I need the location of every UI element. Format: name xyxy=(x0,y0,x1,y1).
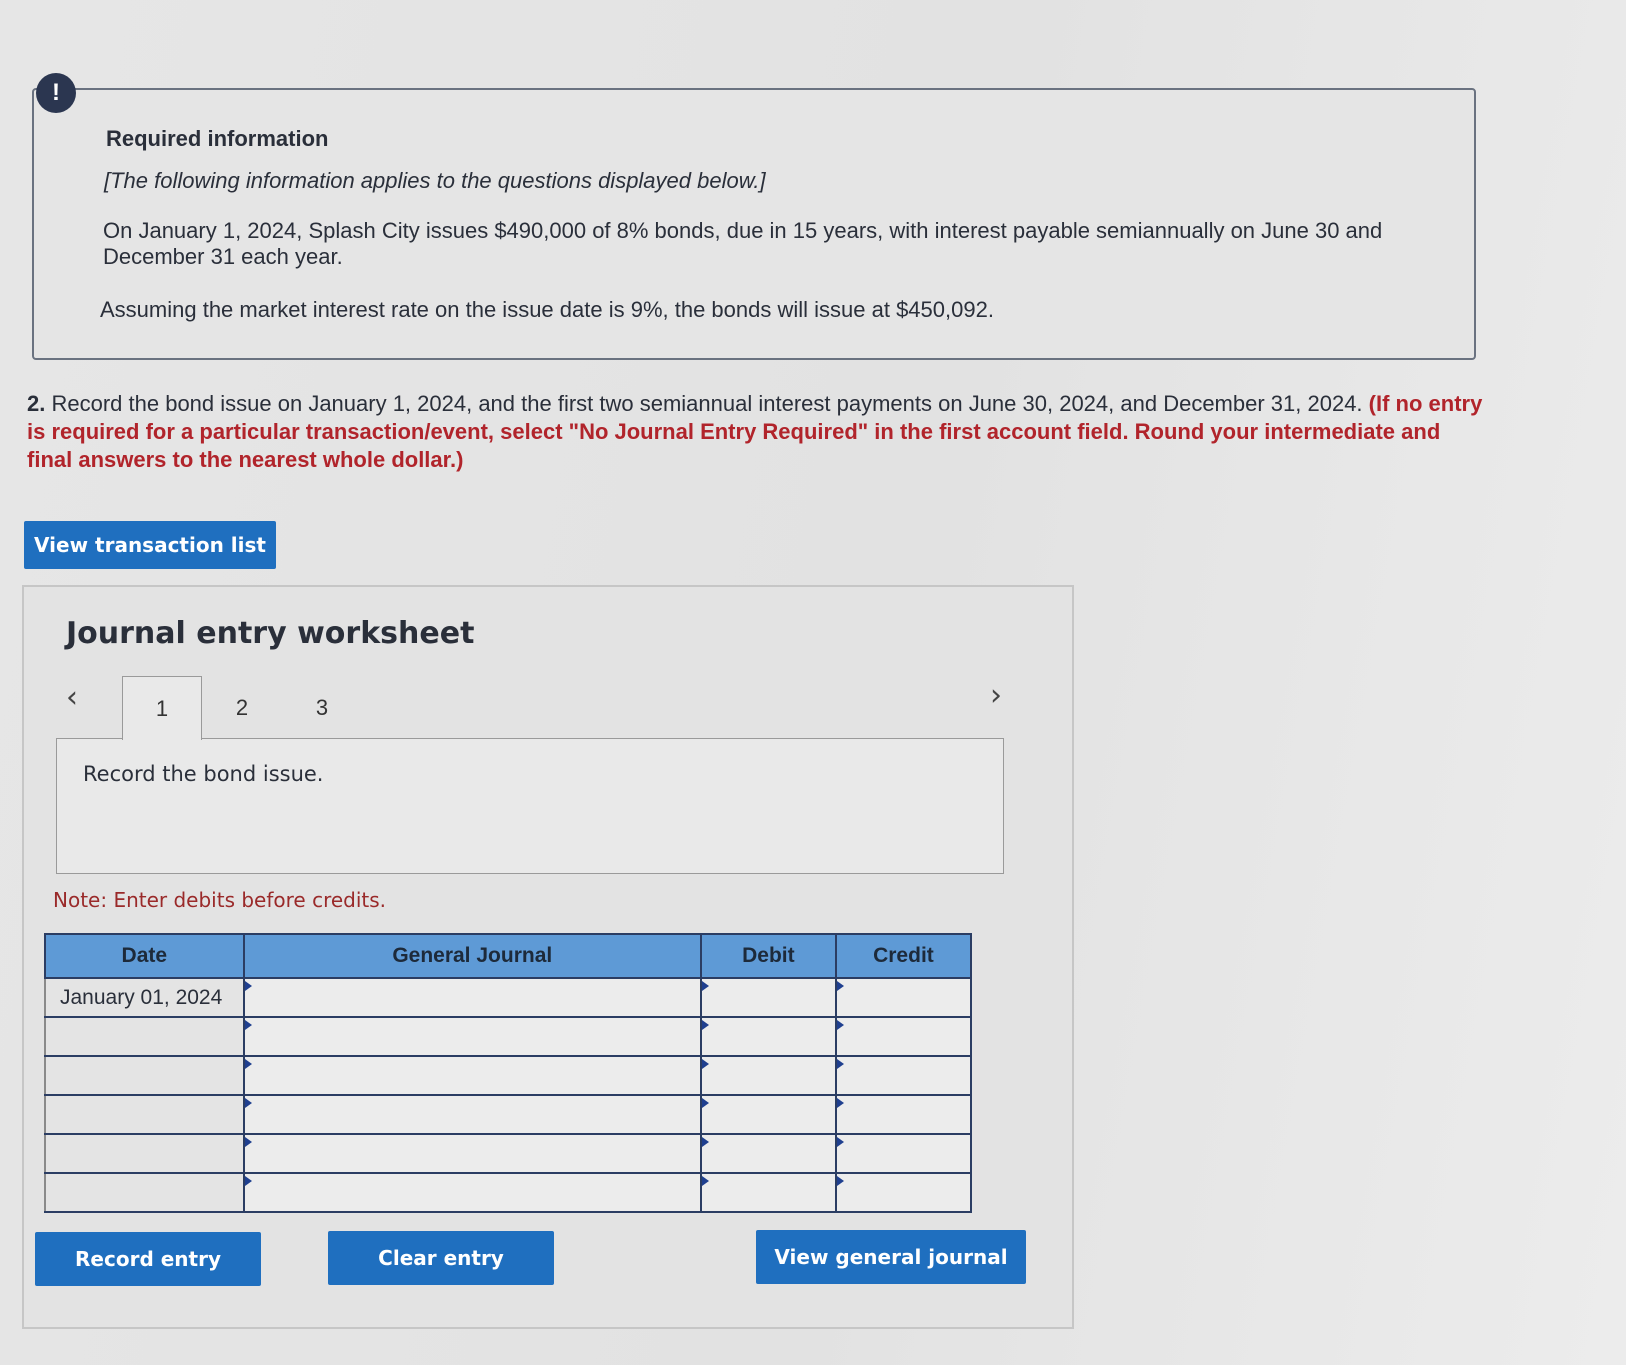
alert-icon: ! xyxy=(36,73,76,113)
record-entry-button[interactable]: Record entry xyxy=(35,1232,261,1286)
date-cell xyxy=(45,1173,244,1212)
credit-input[interactable] xyxy=(836,1017,971,1056)
account-select[interactable] xyxy=(244,1134,701,1173)
debit-credit-note: Note: Enter debits before credits. xyxy=(53,888,387,912)
date-header: Date xyxy=(45,934,244,978)
credit-input[interactable] xyxy=(836,1173,971,1212)
account-select[interactable] xyxy=(244,1173,701,1212)
date-cell xyxy=(45,1095,244,1134)
debit-input[interactable] xyxy=(701,1056,836,1095)
tab-3[interactable]: 3 xyxy=(315,695,329,720)
table-row xyxy=(45,1095,971,1134)
credit-input[interactable] xyxy=(836,1134,971,1173)
chevron-left-icon[interactable]: ‹ xyxy=(66,680,78,715)
general-journal-header: General Journal xyxy=(244,934,701,978)
table-row xyxy=(45,1017,971,1056)
question-body: Record the bond issue on January 1, 2024, and the first two semiannual interest payments on June 30, 2024, and December 31, 2024. xyxy=(51,391,1363,416)
debit-input[interactable] xyxy=(701,1017,836,1056)
account-select[interactable] xyxy=(244,1017,701,1056)
credit-input[interactable] xyxy=(836,1095,971,1134)
required-info-title: Required information xyxy=(106,126,329,151)
required-info-paragraph-1: On January 1, 2024, Splash City issues $490,000 of 8% bonds, due in 15 years, with interest payable semiannually on June 30 and December 31 each year. xyxy=(103,218,1383,269)
transaction-description-box xyxy=(56,738,1004,874)
journal-table xyxy=(44,933,972,1213)
debit-input[interactable] xyxy=(701,1173,836,1212)
required-info-note: [The following information applies to the questions displayed below.] xyxy=(104,168,766,193)
debit-input[interactable] xyxy=(701,1134,836,1173)
date-cell xyxy=(45,1056,244,1095)
chevron-right-icon[interactable]: › xyxy=(990,678,1002,713)
tab-1[interactable]: 1 xyxy=(122,676,202,740)
table-row xyxy=(45,978,971,1017)
credit-input[interactable] xyxy=(836,978,971,1017)
debit-header: Debit xyxy=(701,934,836,978)
credit-input[interactable] xyxy=(836,1056,971,1095)
account-select[interactable] xyxy=(244,978,701,1017)
view-general-journal-button[interactable]: View general journal xyxy=(756,1230,1026,1284)
account-select[interactable] xyxy=(244,1095,701,1134)
clear-entry-button[interactable]: Clear entry xyxy=(328,1231,554,1285)
required-info-paragraph-2: Assuming the market interest rate on the issue date is 9%, the bonds will issue at $450,092. xyxy=(100,297,994,322)
credit-header: Credit xyxy=(836,934,971,978)
date-cell: January 01, 2024 xyxy=(45,978,244,1017)
tab-2[interactable]: 2 xyxy=(235,695,249,720)
view-transaction-list-button[interactable]: View transaction list xyxy=(24,521,276,569)
table-row xyxy=(45,1173,971,1212)
table-row xyxy=(45,1056,971,1095)
date-cell xyxy=(45,1134,244,1173)
question-number: 2. xyxy=(27,391,46,416)
journal-header-row xyxy=(45,934,971,978)
debit-input[interactable] xyxy=(701,978,836,1017)
question-text xyxy=(27,390,1487,474)
account-select[interactable] xyxy=(244,1056,701,1095)
question-instruction: (If no entry is required for a particular transaction/event, select "No Journal Entry Required" in the first account field. Round your intermediate and final answers to the nearest whole dollar.) xyxy=(27,391,1483,472)
transaction-description: Record the bond issue. xyxy=(83,762,324,786)
worksheet-title: Journal entry worksheet xyxy=(66,616,475,651)
table-row xyxy=(45,1134,971,1173)
date-cell xyxy=(45,1017,244,1056)
debit-input[interactable] xyxy=(701,1095,836,1134)
